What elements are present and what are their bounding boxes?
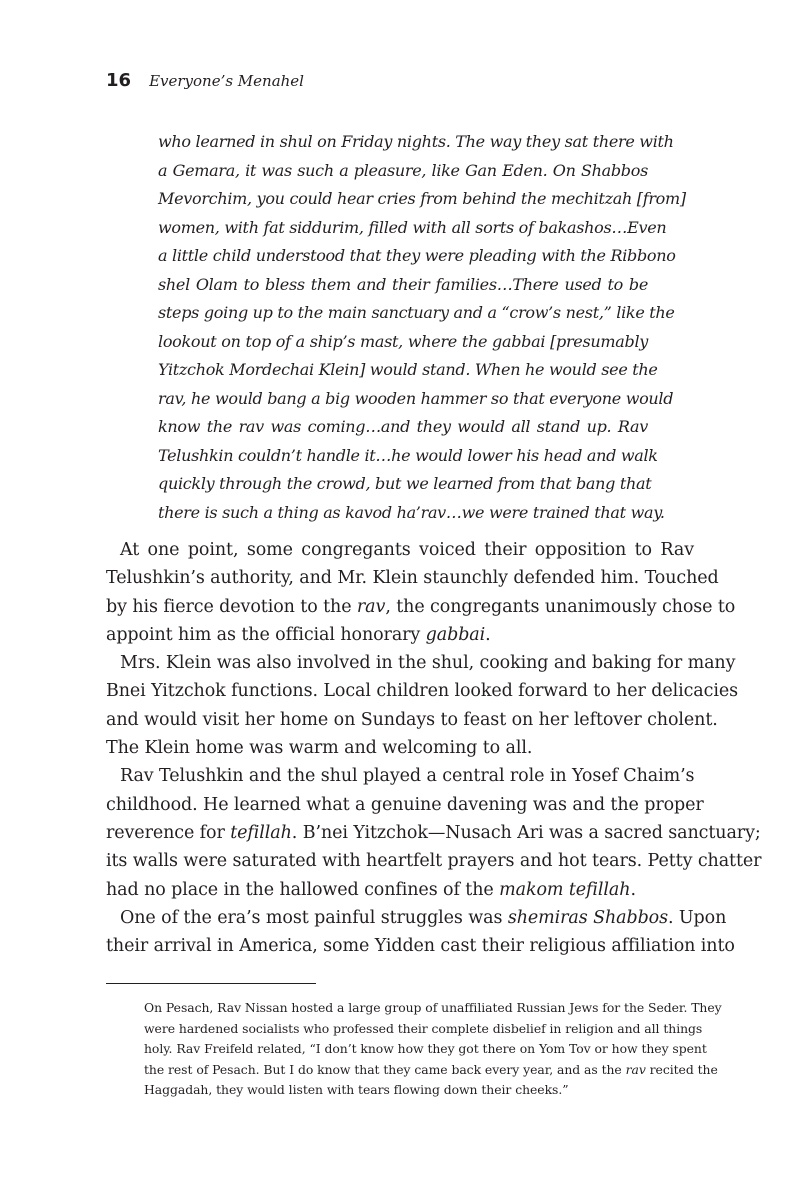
body-text [106, 536, 762, 960]
paragraph-line: At one point, some congregants voiced their opposition to Rav [120, 540, 694, 560]
emphasis: tefillah [230, 822, 292, 843]
quote-line: Yitzchok Mordechai Klein] would stand. When he would see the [158, 360, 658, 379]
footnote-line: Haggadah, they would listen with tears flowing down their cheeks.” [144, 1082, 569, 1097]
paragraph-line: Rav Telushkin and the shul played a central role in Yosef Chaim’s [120, 766, 695, 787]
quote-line: quickly through the crowd, but we learned from that bang that [158, 474, 652, 493]
paragraph-line: Bnei Yitzchok functions. Local children looked forward to her delicacies [106, 681, 738, 702]
paragraph-line: their arrival in America, some Yidden cast their religious affiliation into [106, 936, 735, 957]
quote-line: rav, he would bang a big wooden hammer so that everyone would [158, 388, 674, 408]
footnote-divider [106, 983, 316, 984]
paragraph-line: and would visit her home on Sundays to feast on her leftover cholent. [106, 709, 718, 730]
paragraph-line: Telushkin’s authority, and Mr. Klein staunchly defended him. Touched [106, 568, 719, 589]
paragraph-line: had no place in the hallowed confines of the makom tefillah. [106, 879, 636, 900]
running-header [106, 70, 304, 91]
quote-line: lookout on top of a ship’s mast, where the gabbai [presumably [158, 331, 648, 351]
quote-line: a Gemara, it was such a pleasure, like Gan Eden. On Shabbos [158, 160, 648, 180]
quote-line: there is such a thing as kavod ha’rav…we were trained that way. [158, 502, 665, 522]
quote-line: know the rav was coming…and they would all stand up. Rav [158, 417, 648, 436]
running-title: Everyone’s Menahel [149, 72, 304, 90]
paragraph-line: The Klein home was warm and welcoming to all. [106, 738, 533, 759]
paragraph-line: its walls were saturated with heartfelt prayers and hot tears. Petty chatter [106, 851, 762, 872]
quote-line: Mevorchim, you could hear cries from behind the mechitzah [from] [158, 189, 686, 208]
emphasis: shemiras Shabbos [507, 907, 668, 928]
footnote-line: holy. Rav Freifeld related, “I don’t know how they got there on Yom Tov or how they spent [144, 1041, 707, 1056]
quote-line: a little child understood that they were pleading with the Ribbono [158, 246, 676, 265]
paragraph-line: Mrs. Klein was also involved in the shul, cooking and baking for many [120, 653, 736, 674]
quote-line: who learned in shul on Friday nights. The way they sat there with [158, 132, 674, 151]
emphasis: makom tefillah [499, 879, 631, 900]
paragraph-line: by his fierce devotion to the rav, the congregants unanimously chose to [106, 596, 736, 617]
footnote [144, 998, 722, 1101]
emphasis: gabbai [425, 624, 486, 645]
paragraph-line: One of the era’s most painful struggles was shemiras Shabbos. Upon [120, 907, 727, 928]
quote-line: women, with fat siddurim, filled with all sorts of bakashos…Even [158, 217, 667, 237]
paragraph-line: reverence for tefillah. B’nei Yitzchok—Nusach Ari was a sacred sanctuary; [106, 822, 761, 843]
block-quote [158, 128, 686, 527]
emphasis: rav [356, 596, 386, 617]
quote-line: Telushkin couldn’t handle it…he would lower his head and walk [158, 445, 658, 465]
page-number: 16 [106, 70, 132, 91]
footnote-line: were hardened socialists who professed their complete disbelief in religion and all things [144, 1020, 703, 1036]
emphasis: rav [625, 1061, 646, 1077]
quote-line: steps going up to the main sanctuary and a “crow’s nest,” like the [158, 303, 675, 322]
paragraph-line: childhood. He learned what a genuine davening was and the proper [106, 794, 704, 815]
footnote-line: On Pesach, Rav Nissan hosted a large group of unaffiliated Russian Jews for the Seder. They [144, 1000, 722, 1015]
footnote-line: the rest of Pesach. But I do know that they came back every year, and as the rav recited the [144, 1061, 718, 1077]
quote-line: shel Olam to bless them and their families…There used to be [158, 274, 648, 294]
paragraph-line: appoint him as the official honorary gabbai. [106, 624, 491, 645]
